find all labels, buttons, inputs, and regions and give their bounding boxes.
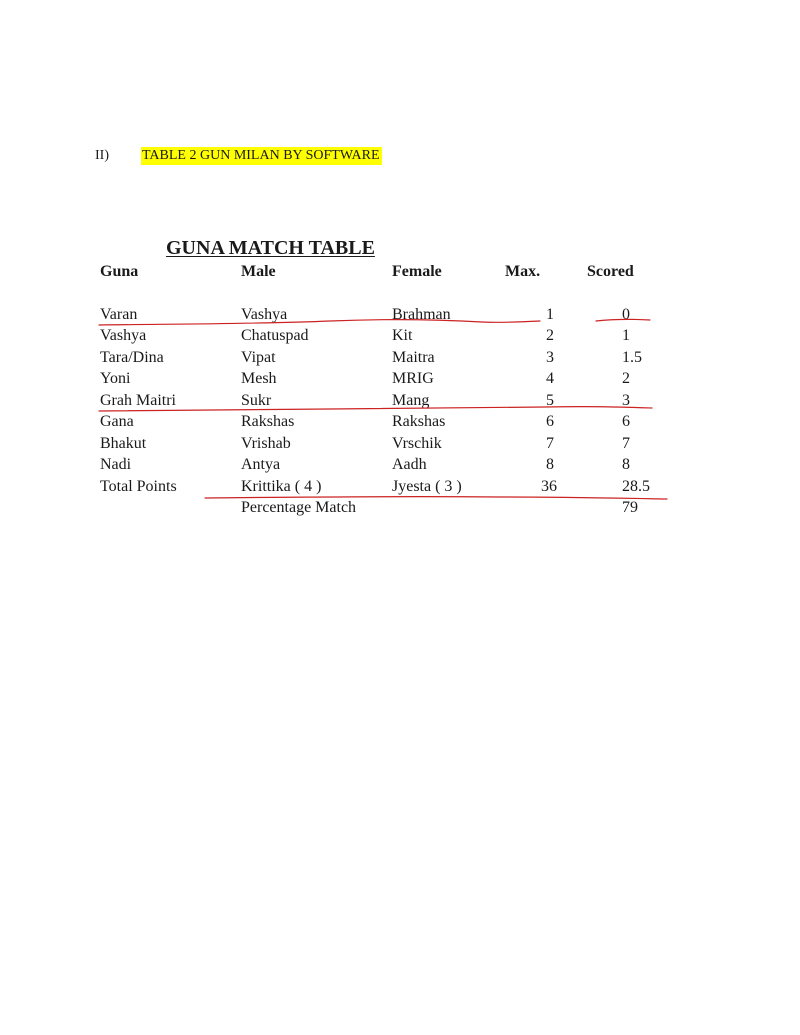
- cell-guna: Bhakut: [100, 435, 147, 452]
- section-title-highlighted: TABLE 2 GUN MILAN BY SOFTWARE: [142, 148, 380, 163]
- cell-scored: 1.5: [622, 349, 642, 366]
- cell-max: 6: [546, 413, 554, 430]
- cell-female: Maitra: [392, 349, 435, 366]
- header-scored: Scored: [587, 263, 634, 280]
- cell-female: Vrschik: [392, 435, 442, 452]
- cell-guna: Gana: [100, 413, 134, 430]
- header-max: Max.: [505, 263, 541, 280]
- cell-female: Kit: [392, 327, 413, 344]
- cell-male: Sukr: [241, 392, 272, 409]
- underline-stroke: [99, 407, 652, 411]
- cell-male: Vrishab: [241, 435, 291, 452]
- cell-max: 3: [546, 349, 554, 366]
- cell-guna: Varan: [100, 306, 138, 323]
- cell-guna: Grah Maitri: [100, 392, 176, 409]
- cell-scored: 28.5: [622, 478, 650, 495]
- cell-max: 7: [546, 435, 554, 452]
- cell-male: Antya: [241, 456, 281, 473]
- cell-guna: Total Points: [100, 478, 177, 495]
- cell-guna: Nadi: [100, 456, 132, 473]
- section-number: II): [95, 148, 109, 163]
- cell-max: 2: [546, 327, 554, 344]
- cell-scored: 8: [622, 456, 630, 473]
- table-title: GUNA MATCH TABLE: [166, 237, 375, 259]
- cell-female: Brahman: [392, 306, 451, 323]
- cell-max: 1: [546, 306, 554, 323]
- cell-max: 4: [546, 370, 554, 387]
- cell-max: 36: [541, 478, 557, 495]
- cell-max: 5: [546, 392, 554, 409]
- cell-scored: 2: [622, 370, 630, 387]
- cell-scored: 1: [622, 327, 630, 344]
- cell-male: Mesh: [241, 370, 277, 387]
- percentage-value: 79: [622, 499, 638, 516]
- cell-male: Chatuspad: [241, 327, 309, 344]
- cell-guna: Vashya: [100, 327, 147, 344]
- cell-female: Mang: [392, 392, 430, 409]
- header-male: Male: [241, 263, 276, 280]
- cell-male: Vashya: [241, 306, 288, 323]
- cell-scored: 7: [622, 435, 630, 452]
- cell-female: Rakshas: [392, 413, 446, 430]
- underline-stroke: [99, 320, 540, 325]
- cell-guna: Tara/Dina: [100, 349, 164, 366]
- header-guna: Guna: [100, 263, 139, 280]
- cell-max: 8: [546, 456, 554, 473]
- cell-scored: 6: [622, 413, 630, 430]
- cell-guna: Yoni: [100, 370, 131, 387]
- cell-male: Vipat: [241, 349, 276, 366]
- cell-female: MRIG: [392, 370, 434, 387]
- cell-scored: 3: [622, 392, 630, 409]
- cell-male: Krittika ( 4 ): [241, 478, 322, 495]
- cell-scored: 0: [622, 306, 630, 323]
- percentage-label: Percentage Match: [241, 499, 357, 516]
- cell-female: Aadh: [392, 456, 427, 473]
- header-female: Female: [392, 263, 442, 280]
- annotation-strokes: [99, 319, 667, 499]
- cell-female: Jyesta ( 3 ): [392, 478, 462, 495]
- cell-male: Rakshas: [241, 413, 295, 430]
